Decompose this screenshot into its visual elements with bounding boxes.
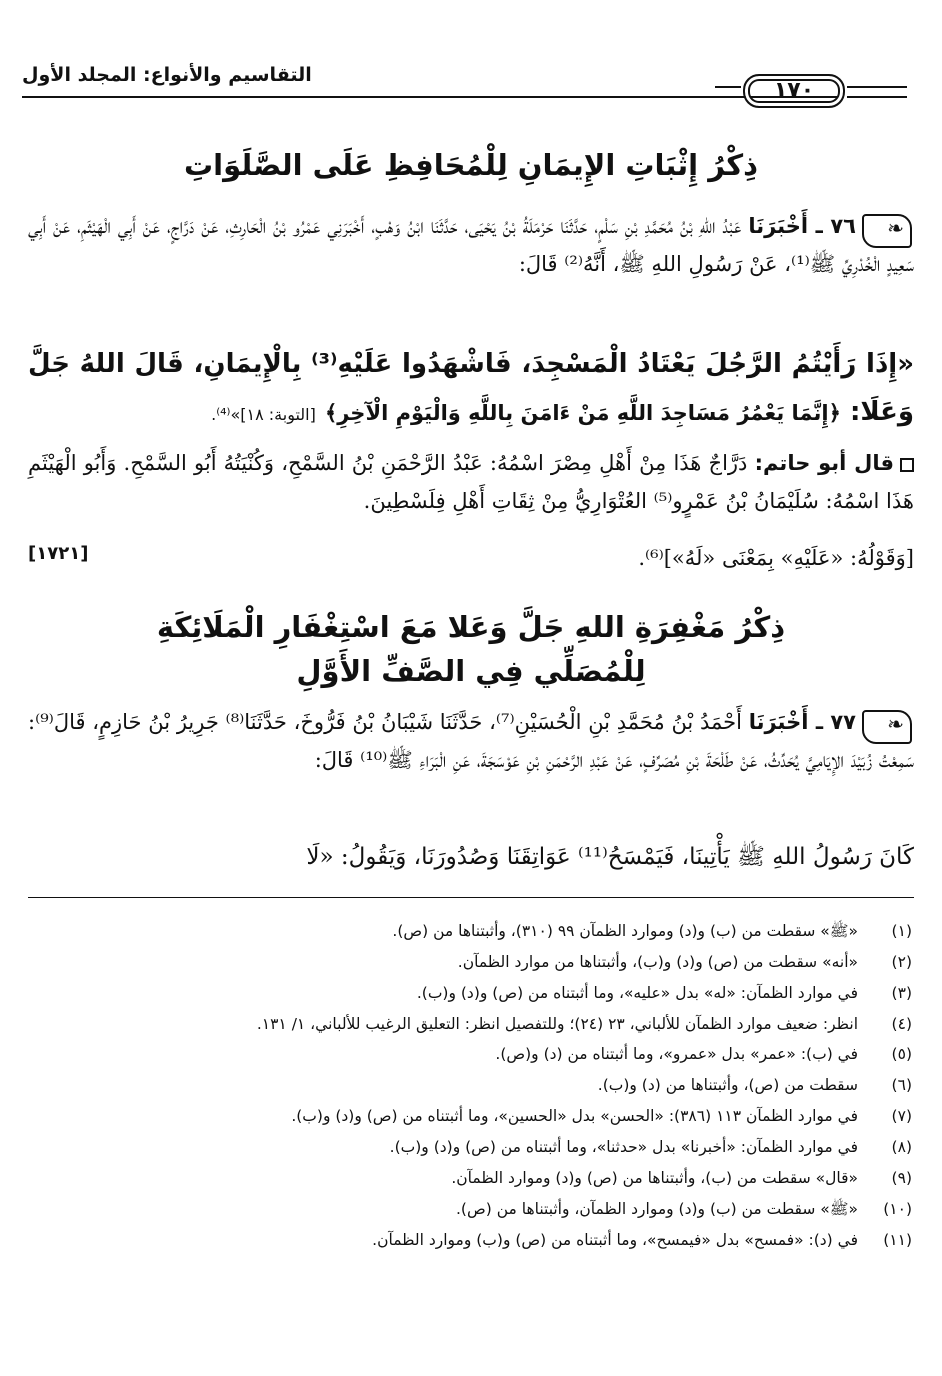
editor-note: [وَقَوْلُهُ: «عَلَيْهِ» بِمَعْنَى «لَهُ»]⁽⁶⁾. <box>638 546 914 570</box>
footnote-number: (٣) <box>891 984 912 1002</box>
footnote-separator <box>28 897 914 898</box>
footnote-number: (١١) <box>883 1231 912 1249</box>
running-title: التقاسيم والأنواع: المجلد الأول <box>22 64 312 86</box>
quran-reference: [التوبة: ١٨]»⁽⁴⁾. <box>211 405 316 424</box>
square-bullet-icon <box>900 458 914 472</box>
page-number-ornament <box>715 72 915 112</box>
footnote-item <box>30 947 912 978</box>
comment-text: دَرَّاجٌ هَذَا مِنْ أَهْلِ مِصْرَ اسْمُهُ: عَبْدُ الرَّحْمَنِ بْنُ السَّمْحِ، وَكُنْيَتُهُ أَبُو السَّمْحِ. وَأَبُو الْهَيْثَمِ هَذَا اسْمُهُ: سُلَيْمَانُ بْنُ عَمْرٍو⁽⁵⁾ العُتْوَارِيُّ مِنْ ثِقَاتِ أَهْلِ فِلَسْطِينَ. <box>28 451 914 513</box>
footnote-text: في (ب): «عمر» بدل «عمرو»، وما أثبتناه من (د) و(ص). <box>495 1045 858 1063</box>
footnote-number: (٨) <box>891 1138 912 1156</box>
hadith-77-isnad <box>28 703 914 779</box>
ornament-lines-left <box>715 86 741 98</box>
hadith-ref-number: [١٧٢١] <box>28 543 89 564</box>
footnote-number: (١٠) <box>883 1200 912 1218</box>
footnote-item <box>30 1070 912 1101</box>
footnote-item <box>30 916 912 947</box>
footnotes <box>30 916 912 1256</box>
section-heading-2-line1: ذِكْرُ مَغْفِرَةِ اللهِ جَلَّ وَعَلا مَعَ اسْتِغْفَارِ الْمَلَائِكَةِ <box>156 610 786 644</box>
footnote-text: في (د): «فمسح» بدل «فيمسح»، وما أثبتناه من (ص) و(ب) وموارد الظمآن. <box>372 1231 858 1249</box>
footnote-text: «أنه» سقطت من (ص) و(د) و(ب)، وأثبتناها من موارد الظمآن. <box>457 953 858 971</box>
footnote-item <box>30 1101 912 1132</box>
footnote-number: (٤) <box>891 1015 912 1033</box>
footnote-text: انظر: ضعيف موارد الظمآن للألباني، ٢٣ (٢٤)؛ وللتفصيل انظر: التعليق الرغيب للألباني، ١/ ١٣١. <box>256 1015 858 1033</box>
footnote-item <box>30 1194 912 1225</box>
hadith-76-isnad-text: عَبْدُ اللهِ بْنُ مُحَمَّدِ بْنِ سَلْمٍ، حَدَّثَنَا حَرْمَلَةُ بْنُ يَحْيَى، حَدَّثَنَا ابْنُ وَهْبٍ، أَخْبَرَنِي عَمْرُو بْنُ الْحَارِثِ، عَنْ دَرَّاجٍ، عَنْ أَبِي الْهَيْثَمِ، عَنْ أَبِي سَعِيدٍ الْخُدْرِيِّ ﷺ⁽¹⁾، عَنْ رَسُولِ اللهِ ﷺ، أَنَّهُ⁽²⁾ قَالَ: <box>28 214 914 276</box>
page-number: ١٧٠ <box>743 74 845 108</box>
footnote-text: «ﷺ» سقطت من (ب) و(د) وموارد الظمآن، وأثبتناها من (ص). <box>456 1200 858 1218</box>
hadith-77-isnad-text: أَحْمَدُ بْنُ مُحَمَّدِ بْنِ الْحُسَيْنِ⁽⁷⁾، حَدَّثَنَا شَيْبَانُ بْنُ فَرُّوخَ، حَدَّثَنَا⁽⁸⁾ جَرِيرُ بْنُ حَازِمٍ، قَالَ⁽⁹⁾: سَمِعْتُ زُبَيْدَ الإِيَامِيَّ يُحَدِّثُ، عَنْ طَلْحَةَ بْنِ مُصَرِّفٍ، عَنْ عَبْدِ الرَّحْمَنِ بْنِ عَوْسَجَةَ، عَنِ الْبَرَاءِ ﷺ⁽¹⁰⁾ قَالَ: <box>28 710 914 772</box>
hadith-76-isnad <box>28 207 914 283</box>
hadith-77-label: ٧٧ ـ أَخْبَرَنَا <box>748 710 856 734</box>
footnote-number: (٢) <box>891 953 912 971</box>
footnote-item <box>30 1225 912 1256</box>
hadith-77-matn: كَانَ رَسُولُ اللهِ ﷺ يَأْتِينَا، فَيَمْسَحُ⁽¹¹⁾ عَوَاتِقَنَا وَصُدُورَنَا، وَيَقُولُ: «لَا <box>306 844 914 870</box>
footnote-text: في موارد الظمآن: «له» بدل «عليه»، وما أثبتناه من (ص) و(د) و(ب). <box>416 984 858 1002</box>
footnote-item <box>30 978 912 1009</box>
footnote-number: (٧) <box>891 1107 912 1125</box>
section-heading-1: ذِكْرُ إِثْبَاتِ الإِيمَانِ لِلْمُحَافِظِ عَلَى الصَّلَوَاتِ <box>184 148 758 182</box>
hadith-76-label: ٧٦ ـ أَخْبَرَنَا <box>748 214 856 238</box>
comment-label: قال أبو حاتم: <box>754 451 894 475</box>
footnote-item <box>30 1132 912 1163</box>
footnote-item <box>30 1039 912 1070</box>
footnote-text: في موارد الظمآن: «أخبرنا» بدل «حدثنا»، وما أثبتناه من (ص) و(د) و(ب). <box>389 1138 858 1156</box>
abu-hatim-comment <box>28 444 914 520</box>
hadith-76-matn-text: «إِذَا رَأَيْتُمُ الرَّجُلَ يَعْتَادُ الْمَسْجِدَ، فَاشْهَدُوا عَلَيْهِ⁽³⁾ بِالْإِيمَانِ، قَالَ اللهُ جَلَّ وَعَلَا: <box>28 349 914 427</box>
footnote-text: في موارد الظمآن ١١٣ (٣٨٦): «الحسن» بدل «الحسين»، وما أثبتناه من (ص) و(د) و(ب). <box>291 1107 858 1125</box>
ornament-lines-right <box>847 86 907 98</box>
footnote-text: «ﷺ» سقطت من (ب) و(د) وموارد الظمآن ٩٩ (٣١٠)، وأثبتناها من (ص). <box>392 922 858 940</box>
footnote-item <box>30 1163 912 1194</box>
footnote-number: (١) <box>891 922 912 940</box>
quran-verse: ﴿إِنَّمَا يَعْمُرُ مَسَاجِدَ اللَّهِ مَنْ ءَامَنَ بِاللَّهِ وَالْيَوْمِ الْآخِرِ﴾ <box>324 401 841 425</box>
footnote-number: (٦) <box>891 1076 912 1094</box>
footnote-text: سقطت من (ص)، وأثبتناها من (د) و(ب). <box>597 1076 858 1094</box>
section-heading-2-line2: لِلْمُصَلِّي فِي الصَّفِّ الأَوَّلِ <box>296 654 646 688</box>
footnote-number: (٩) <box>891 1169 912 1187</box>
footnote-number: (٥) <box>891 1045 912 1063</box>
footnote-item <box>30 1009 912 1039</box>
hadith-76-matn <box>28 340 914 439</box>
footnote-text: «قال» سقطت من (ب)، وأثبتناها من (ص) و(د) وموارد الظمآن. <box>451 1169 858 1187</box>
